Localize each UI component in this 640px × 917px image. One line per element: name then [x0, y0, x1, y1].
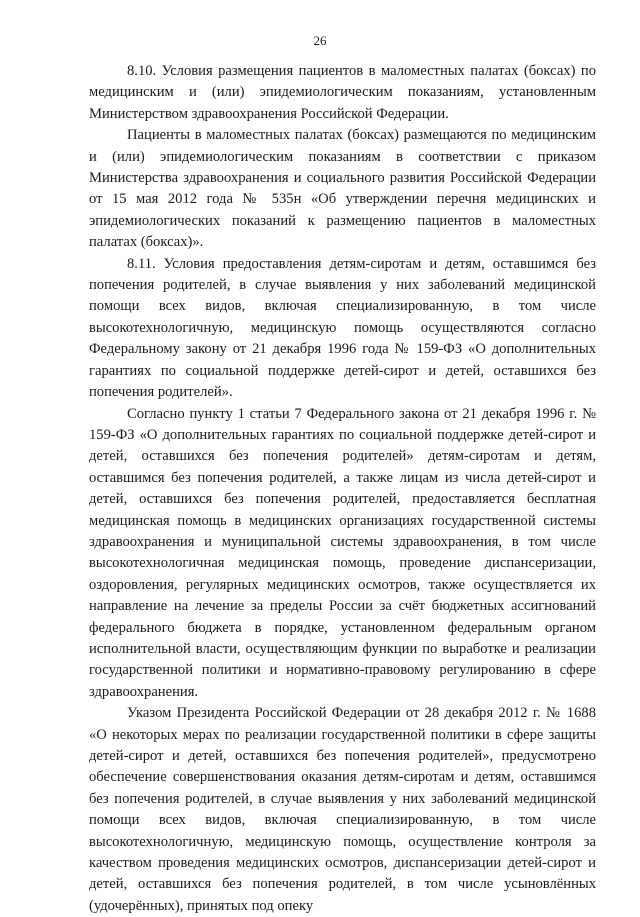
paragraph-patients-placement: Пациенты в маломестных палатах (боксах) размещаются по медицинским и (или) эпидемиологическим показаниям в соответствии с приказом Министерства здравоохранения и социального развития Российской Федерации от 15 мая 2012 года № 535н «Об утверждении перечня медицинских и эпидемиологических показаний к размещению пациентов в маломестных палатах (боксах)». — [89, 127, 596, 251]
document-body — [89, 61, 596, 917]
page-number: 26 — [313, 33, 327, 48]
paragraph-8-10: 8.10. Условия размещения пациентов в маломестных палатах (боксах) по медицинским и (или) эпидемиологическим показаниям, установленным Министерством здравоохранения Российской Федерации. — [89, 63, 596, 122]
paragraph-federal-law-article-7: Согласно пункту 1 статьи 7 Федерального закона от 21 декабря 1996 г. № 159-ФЗ «О дополнительных гарантиях по социальной поддержке детей-сирот и детей, оставшихся без попечения родителей» детям-сиротам и детям, оставшимся без попечения родителей, а также лицам из числа детей-сирот и детей, оставшихся без попечения родителей, предоставляется бесплатная медицинская помощь в медицинских организациях государственной системы здравоохранения и муниципальной системы здравоохранения, в том числе высокотехнологичная медицинская помощь, проведение диспансеризации, оздоровления, регулярных медицинских осмотров, также осуществляется их направление на лечение за пределы России за счёт бюджетных ассигнований федерального бюджета в порядке, установленном федеральным органом исполнительной власти, осуществляющим функции по выработке и реализации государственной политики и нормативно-правовому регулированию в сфере здравоохранения. — [89, 405, 596, 700]
paragraph-8-11: 8.11. Условия предоставления детям-сиротам и детям, оставшимся без попечения родителей, в случае выявления у них заболеваний медицинской помощи всех видов, включая специализированную, в том числе высокотехнологичную, медицинскую помощь осуществляются согласно Федеральному закону от 21 декабря 1996 года № 159-ФЗ «О дополнительных гарантиях по социальной поддержке детей-сирот и детей, оставшихся без попечения родителей». — [89, 255, 596, 401]
paragraph-presidential-decree: Указом Президента Российской Федерации от 28 декабря 2012 г. № 1688 «О некоторых мерах по реализации государственной политики в сфере защиты детей-сирот и детей, оставшихся без попечения родителей», предусмотрено обеспечение совершенствования оказания детям-сиротам и детям, оставшимся без попечения родителей, в случае выявления у них заболеваний медицинской помощи всех видов, включая специализированную, в том числе высокотехнологичную, медицинскую помощь, осуществление контроля за качеством проведения медицинских осмотров, диспансеризации детей-сирот и детей, оставшихся без попечения родителей, в том числе усыновлённых (удочерённых), принятых под опеку — [89, 705, 596, 914]
